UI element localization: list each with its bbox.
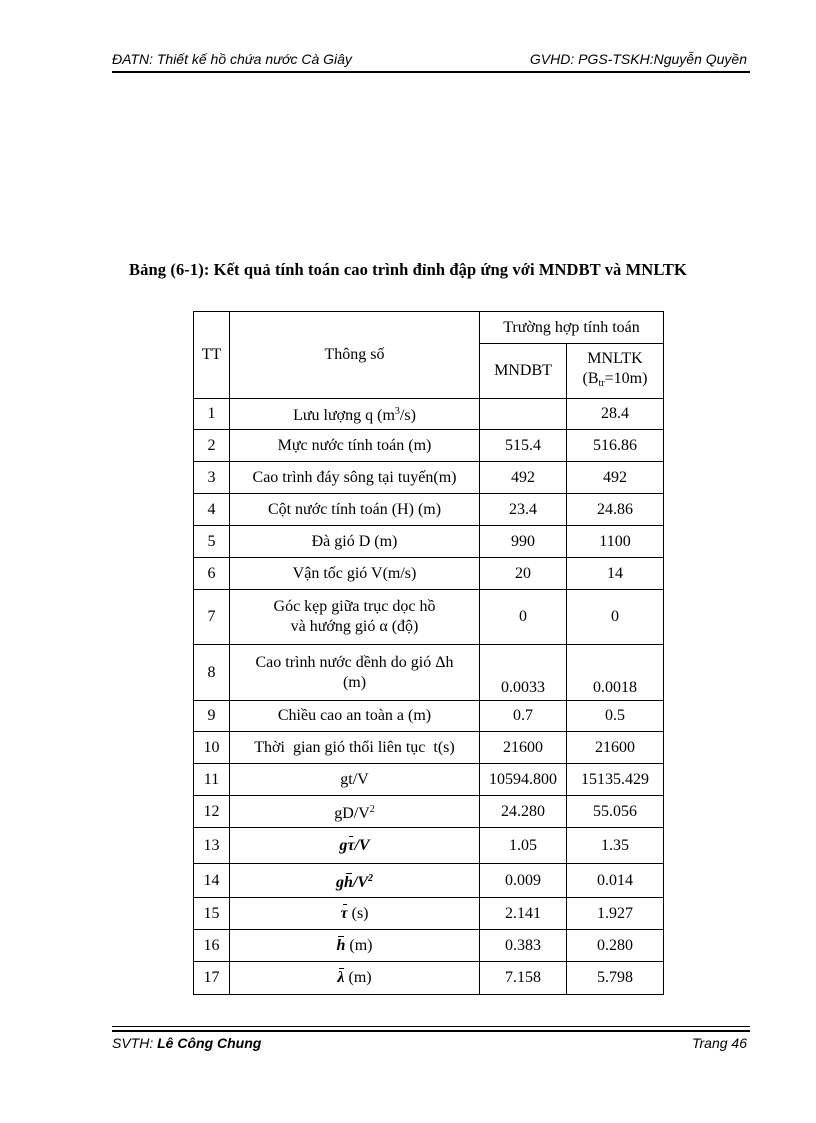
- param-cell: h (m): [230, 930, 480, 962]
- header-tt: TT: [194, 312, 230, 399]
- footer-page-number: Trang 46: [692, 1035, 747, 1051]
- table-row: 15 τ (s) 2.141 1.927: [194, 898, 664, 930]
- results-table: [193, 311, 664, 995]
- param-cell: Mực nước tính toán (m): [230, 430, 480, 462]
- table-caption: Bảng (6-1): Kết quả tính toán cao trình đỉnh đập ứng với MNDBT và MNLTK: [129, 260, 687, 279]
- param-cell: gt/V: [230, 764, 480, 796]
- param-cell: Cột nước tính toán (H) (m): [230, 494, 480, 526]
- table-row: 11 gt/V 10594.800 15135.429: [194, 764, 664, 796]
- table-row: 17 λ (m) 7.158 5.798: [194, 962, 664, 995]
- page-footer: [112, 1035, 749, 1055]
- param-cell: Vận tốc gió V(m/s): [230, 558, 480, 590]
- page-header: [112, 51, 749, 71]
- table-row: 16 h (m) 0.383 0.280: [194, 930, 664, 962]
- header-mnltk-line1: MNLTK: [587, 349, 643, 367]
- param-cell: Đà gió D (m): [230, 526, 480, 558]
- footer-rule-bottom: [112, 1030, 750, 1032]
- table-row: 4 Cột nước tính toán (H) (m) 23.4 24.86: [194, 494, 664, 526]
- table-row: 1 Lưu lượng q $(m^3/s)$ 28.4: [194, 399, 664, 430]
- header-case-group: Trường hợp tính toán: [480, 312, 664, 344]
- footer-rule-top: [112, 1026, 750, 1027]
- header-mndbt: MNDBT: [480, 344, 567, 399]
- param-cell: λ (m): [230, 962, 480, 995]
- param-cell: Lưu lượng q $(m^3/s)$: [230, 399, 480, 430]
- table-row: 9 Chiều cao an toàn a (m) 0.7 0.5: [194, 701, 664, 732]
- param-cell: Góc kẹp giữa trục dọc hồ và hướng gió α (độ): [230, 590, 480, 645]
- header-param: Thông số: [230, 312, 480, 399]
- param-cell: $gD/V^2$: [230, 796, 480, 828]
- table-row: 12 $gD/V^2$ 24.280 55.056: [194, 796, 664, 828]
- header-mnltk-line2: $(B_{tr}=10m)$: [582, 369, 648, 389]
- footer-student: SVTH: Lê Công Chung: [112, 1035, 262, 1051]
- header-thesis-title: ĐATN: Thiết kế hồ chứa nước Cà Giây: [112, 51, 352, 67]
- header-rule: [112, 71, 750, 73]
- param-cell: Chiều cao an toàn a (m): [230, 701, 480, 732]
- table-row: 8 Cao trình nước dềnh do gió Δh (m) 0.0033 0.0018: [194, 645, 664, 701]
- table-row: 14 $gh/V^2$ 0.009 0.014: [194, 864, 664, 898]
- table-row: 3 Cao trình đáy sông tại tuyến(m) 492 492: [194, 462, 664, 494]
- table-row: 2 Mực nước tính toán (m) 515.4 516.86: [194, 430, 664, 462]
- table-row: 6 Vận tốc gió V(m/s) 20 14: [194, 558, 664, 590]
- table-row: 13 gτ/V 1.05 1.35: [194, 828, 664, 864]
- header-supervisor: GVHD: PGS-TSKH:Nguyễn Quyền: [529, 51, 747, 67]
- param-cell: gτ/V: [230, 828, 480, 864]
- param-cell: Thời gian gió thổi liên tục t(s): [230, 732, 480, 764]
- param-cell: Cao trình đáy sông tại tuyến(m): [230, 462, 480, 494]
- table-row: 7 Góc kẹp giữa trục dọc hồ và hướng gió α (độ) 0 0: [194, 590, 664, 645]
- table-row: 10 Thời gian gió thổi liên tục t(s) 21600 21600: [194, 732, 664, 764]
- param-cell: $gh/V^2$: [230, 864, 480, 898]
- footer-student-name: Lê Công Chung: [157, 1035, 262, 1051]
- table-row: 5 Đà gió D (m) 990 1100: [194, 526, 664, 558]
- param-cell: τ (s): [230, 898, 480, 930]
- header-mnltk: [567, 344, 664, 399]
- param-cell: Cao trình nước dềnh do gió Δh (m): [230, 645, 480, 701]
